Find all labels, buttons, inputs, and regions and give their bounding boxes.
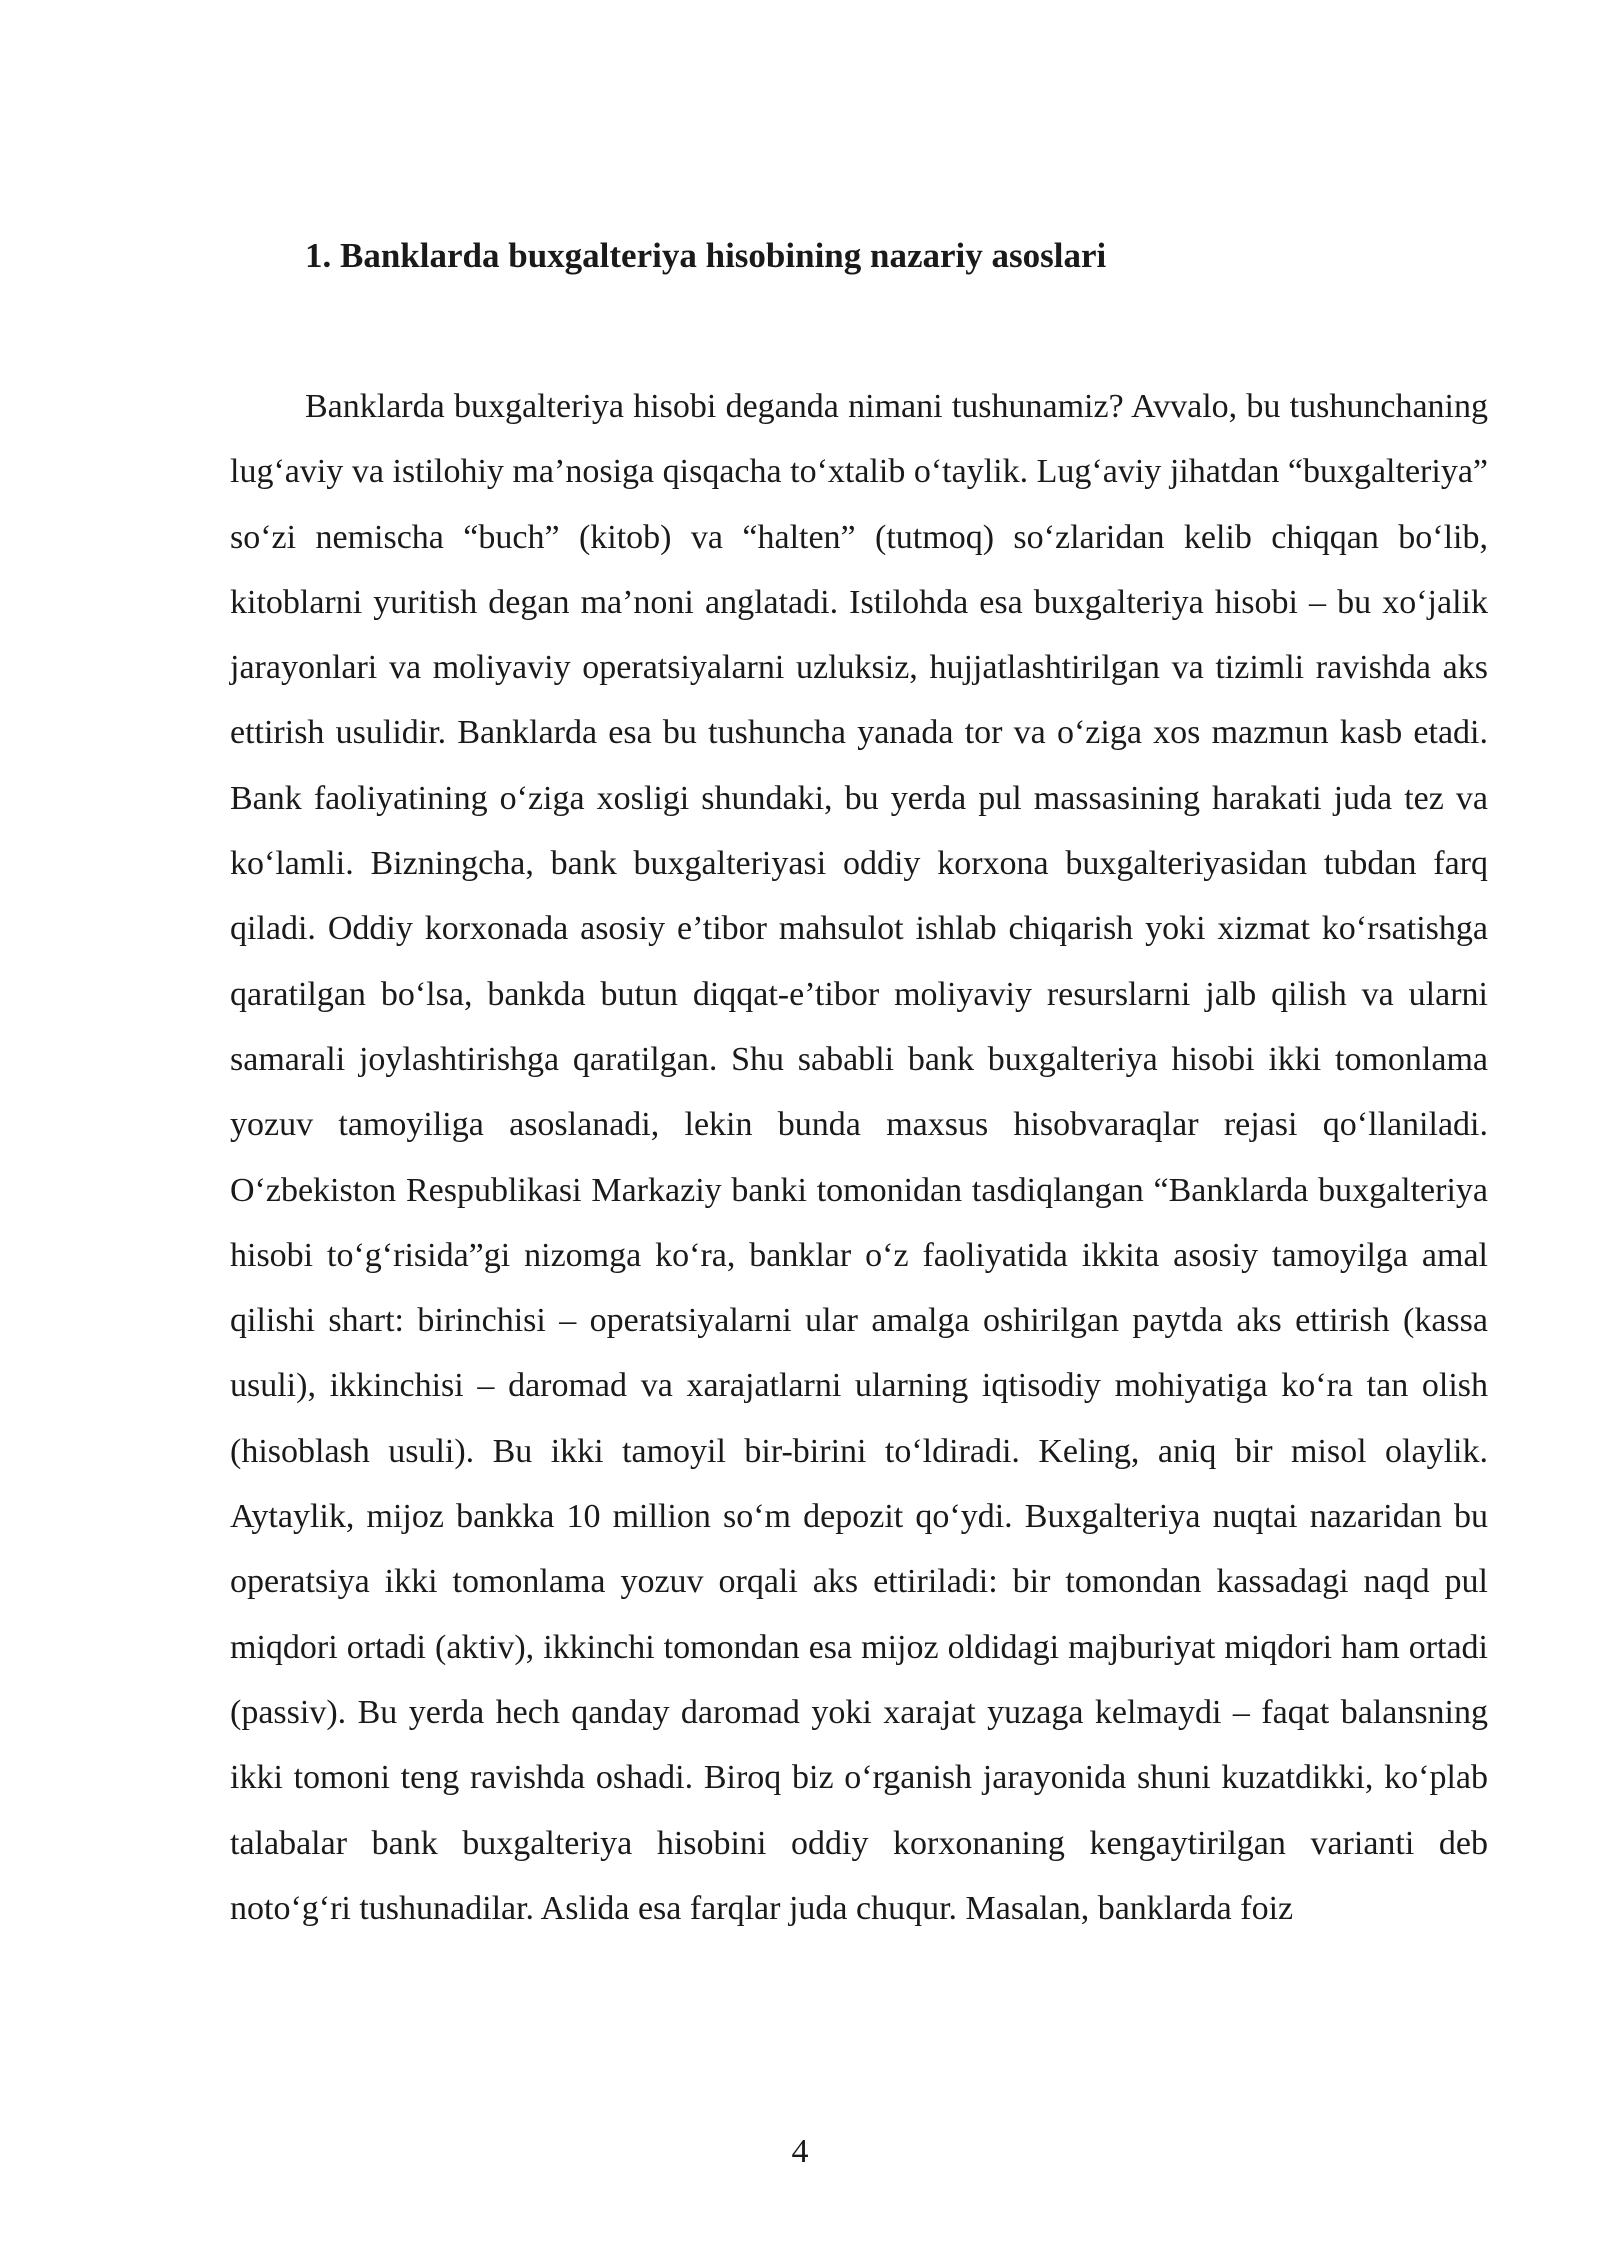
body-paragraph: Banklarda buxgalteriya hisobi deganda nimani tushunamiz? Avvalo, bu tushunchaning lug‘aviy va istilohiy ma’nosiga qisqacha to‘xtalib o‘taylik. Lug‘aviy jihatdan “buxgalteriya” so‘zi nemischa “buch” (kitob) va “halten” (tutmoq) so‘zlaridan kelib chiqqan bo‘lib, kitoblarni yuritish degan ma’noni anglatadi. Istilohda esa buxgalteriya hisobi – bu xo‘jalik jarayonlari va moliyaviy operatsiyalarni uzluksiz, hujjatlashtirilgan va tizimli ravishda aks ettirish usulidir. Banklarda esa bu tushuncha yanada tor va o‘ziga xos mazmun kasb etadi. Bank faoliyatining o‘ziga xosligi shundaki, bu yerda pul massasining harakati juda tez va ko‘lamli. Bizningcha, bank buxgalteriyasi oddiy korxona buxgalteriyasidan tubdan farq qiladi. Oddiy korxonada asosiy e’tibor mahsulot ishlab chiqarish yoki xizmat ko‘rsatishga qaratilgan bo‘lsa, bankda butun diqqat-e’tibor moliyaviy resurslarni jalb qilish va ularni samarali joylashtirishga qaratilgan. Shu sababli bank buxgalteriya hisobi ikki tomonlama yozuv tamoyiliga asoslanadi, lekin bunda maxsus hisobvaraqlar rejasi qo‘llaniladi. O‘zbekiston Respublikasi Markaziy banki tomonidan tasdiqlangan “Banklarda buxgalteriya hisobi to‘g‘risida”gi nizomga ko‘ra, banklar o‘z faoliyatida ikkita asosiy tamoyilga amal qilishi shart: birinchisi – operatsiyalarni ular amalga oshirilgan paytda aks ettirish (kassa usuli), ikkinchisi – daromad va xarajatlarni ularning iqtisodiy mohiyatiga ko‘ra tan olish (hisoblash usuli). Bu ikki tamoyil bir-birini to‘ldiradi. Keling, aniq bir misol olaylik. Aytaylik, mijoz bankka 10 million so‘m depozit qo‘ydi. Buxgalteriya nuqtai nazaridan bu operatsiya ikki tomonlama yozuv orqali aks ettiriladi: bir tomondan kassadagi naqd pul miqdori ortadi (aktiv), ikkinchi tomondan esa mijoz oldidagi majburiyat miqdori ham ortadi (passiv). Bu yerda hech qanday daromad yoki xarajat yuzaga kelmaydi – faqat balansning ikki tomoni teng ravishda oshadi. Biroq biz o‘rganish jarayonida shuni kuzatdikki, ko‘plab talabalar bank buxgalteriya hisobini oddiy korxonaning kengaytirilgan varianti deb noto‘g‘ri tushunadilar. Aslida esa farqlar juda chuqur. Masalan, banklarda foiz (230, 388, 1488, 1927)
page-number: 4 (791, 2133, 809, 2170)
section-heading: 1. Banklarda buxgalteriya hisobining nazariy asoslari (305, 236, 1107, 275)
